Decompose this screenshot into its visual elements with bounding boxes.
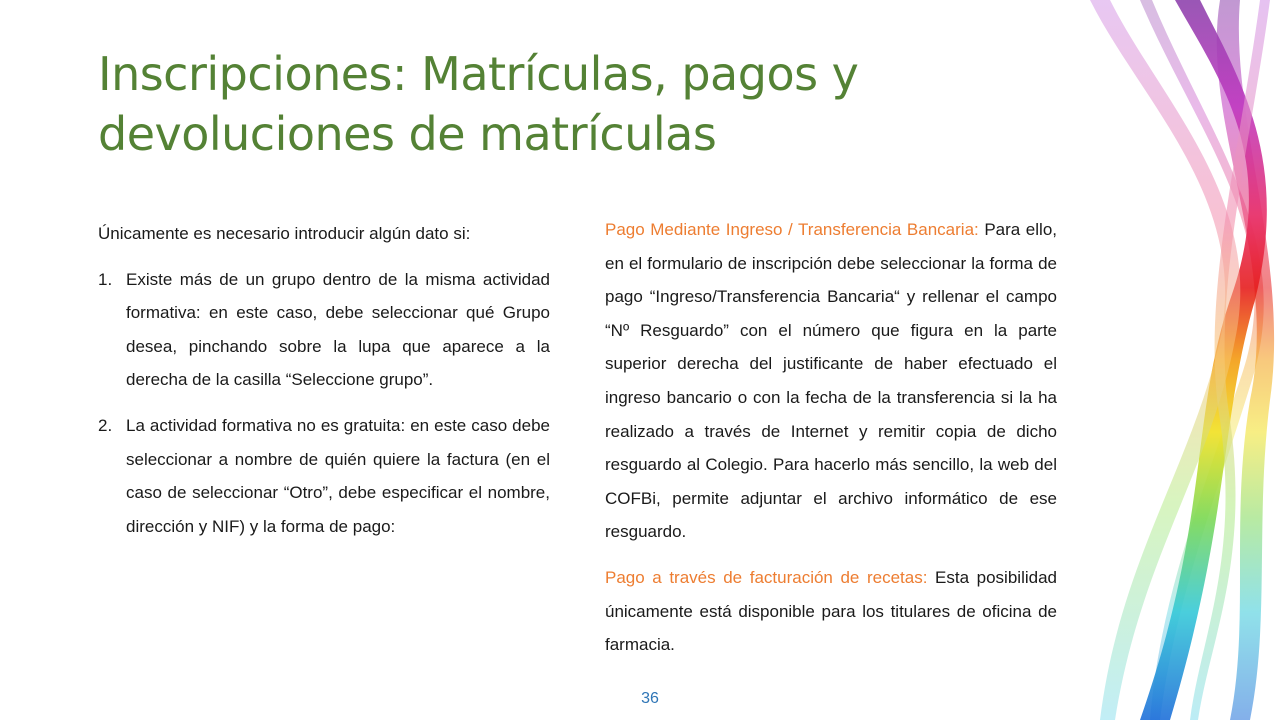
list-item-number: 2. [98, 415, 113, 435]
title-line-1: Inscripciones: Matrículas, pagos y [98, 47, 859, 101]
payment-description: Para ello, en el formulario de inscripción debe seleccionar la forma de pago “Ingreso/Transferencia Bancaria“ y rellenar el campo “Nº Resguardo” con el número que figura en la parte superior derecha del justificante de haber efectuado el ingreso bancario o con la fecha de la transferencia si la ha realizado a través de Internet y remitir copia de dicho resguardo al Colegio. Para hacerlo más sencillo, la web del COFBi, permite adjuntar el archivo informático de ese resguardo. [605, 220, 1057, 542]
numbered-list [98, 263, 550, 544]
payment-heading: Pago Mediante Ingreso / Transferencia Bancaria: [605, 220, 979, 239]
payment-option-recetas [605, 561, 1057, 662]
list-item-text: La actividad formativa no es gratuita: en este caso debe seleccionar a nombre de quién quiere la factura (en el caso de seleccionar “Otro”, debe especificar el nombre, dirección y NIF) y la forma de pago: [126, 415, 550, 536]
list-item [98, 263, 550, 397]
intro-text: Únicamente es necesario introducir algún dato si: [98, 224, 471, 243]
list-item [98, 409, 550, 543]
left-column [98, 217, 550, 555]
payment-description: Esta posibilidad únicamente está disponible para los titulares de oficina de farmacia. [605, 567, 1057, 655]
page-number: 36 [641, 690, 659, 707]
title-line-2: devoluciones de matrículas [98, 107, 717, 161]
payment-option-transfer [605, 213, 1057, 549]
list-item-number: 1. [98, 269, 113, 289]
decorative-ribbon [1080, 0, 1280, 720]
payment-heading: Pago a través de facturación de recetas: [605, 567, 928, 587]
list-item-text: Existe más de un grupo dentro de la misma actividad formativa: en este caso, debe seleccionar qué Grupo desea, pinchando sobre la lupa que aparece a la derecha de la casilla “Seleccione grupo”. [126, 269, 550, 390]
slide-title [98, 44, 998, 164]
right-column [605, 213, 1057, 674]
